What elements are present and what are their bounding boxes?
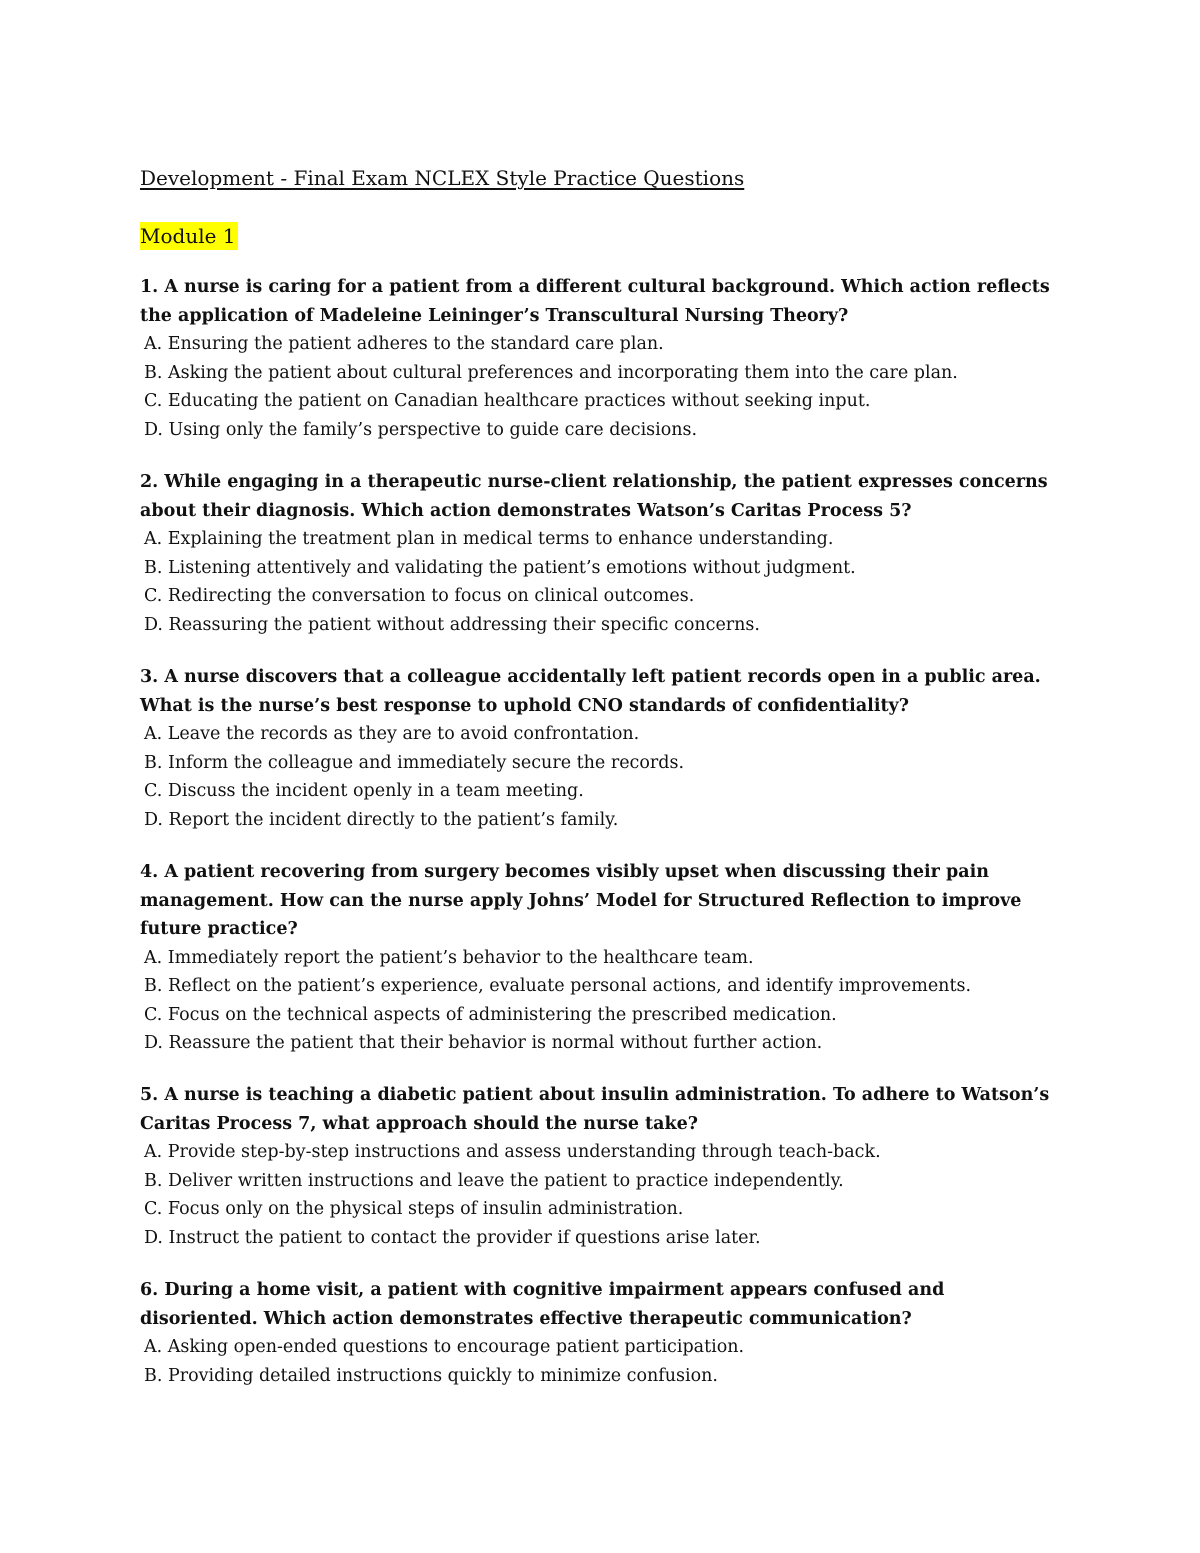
question-stem: 4. A patient recovering from surgery becomes visibly upset when discussing their pain management. How can the nurse apply Johns’ Model for Structured Reflection to improve future practice? [140,862,1022,939]
answer-option-c: C. Focus only on the physical steps of insulin administration. [144,1199,684,1219]
answer-option-a: A. Leave the records as they are to avoid confrontation. [144,724,640,744]
answer-options [140,720,1060,834]
answer-option-c: C. Discuss the incident openly in a team meeting. [144,781,584,801]
question-stem: 6. During a home visit, a patient with cognitive impairment appears confused and disoriented. Which action demonstrates effective therapeutic communication? [140,1280,945,1329]
answer-option-b: B. Reflect on the patient’s experience, evaluate personal actions, and identify improvements. [144,976,972,996]
answer-option-a: A. Immediately report the patient’s behavior to the healthcare team. [144,947,754,968]
module-heading: Module 1 [140,224,236,248]
question-4 [140,858,1060,1058]
answer-option-d: D. Reassure the patient that their behavior is normal without further action. [144,1033,823,1053]
answer-options [140,525,1060,639]
answer-option-b: B. Listening attentively and validating the patient’s emotions without judgment. [144,557,856,578]
answer-option-a: A. Ensuring the patient adheres to the standard care plan. [144,334,664,354]
document-title: Development - Final Exam NCLEX Style Practice Questions [140,166,745,190]
answer-options [140,1138,1060,1252]
question-stem: 3. A nurse discovers that a colleague accidentally left patient records open in a public area. What is the nurse’s best response to uphold CNO standards of confidentiality? [140,667,1041,716]
answer-option-a: A. Provide step-by-step instructions and assess understanding through teach-back. [144,1142,881,1162]
answer-option-c: C. Redirecting the conversation to focus on clinical outcomes. [144,586,695,606]
question-5 [140,1081,1060,1252]
answer-option-b: B. Deliver written instructions and leave the patient to practice independently. [144,1170,844,1191]
question-stem: 5. A nurse is teaching a diabetic patient about insulin administration. To adhere to Watson’s Caritas Process 7, what approach should the nurse take? [140,1085,1050,1134]
question-6 [140,1276,1060,1390]
answer-option-d: D. Instruct the patient to contact the provider if questions arise later. [144,1227,761,1248]
question-2 [140,468,1060,639]
question-3 [140,663,1060,834]
answer-option-b: B. Providing detailed instructions quickly to minimize confusion. [144,1365,718,1386]
question-1 [140,273,1060,444]
answer-option-c: C. Educating the patient on Canadian healthcare practices without seeking input. [144,391,871,411]
answer-option-a: A. Explaining the treatment plan in medical terms to enhance understanding. [144,529,834,549]
answer-option-b: B. Asking the patient about cultural preferences and incorporating them into the care plan. [144,362,958,383]
answer-option-b: B. Inform the colleague and immediately secure the records. [144,752,685,773]
answer-option-d: D. Report the incident directly to the patient’s family. [144,809,619,830]
answer-option-d: D. Reassuring the patient without addressing their specific concerns. [144,614,760,635]
answer-option-d: D. Using only the family’s perspective to guide care decisions. [144,419,698,440]
answer-options [140,330,1060,444]
answer-option-c: C. Focus on the technical aspects of administering the prescribed medication. [144,1004,837,1025]
question-stem: 2. While engaging in a therapeutic nurse-client relationship, the patient expresses concerns about their diagnosis. Which action demonstrates Watson’s Caritas Process 5? [140,472,1048,521]
answer-options [140,944,1060,1058]
answer-options [140,1333,1060,1390]
answer-option-a: A. Asking open-ended questions to encourage patient participation. [144,1337,745,1357]
question-stem: 1. A nurse is caring for a patient from a different cultural background. Which action reflects the application of Madeleine Leininger’s Transcultural Nursing Theory? [140,277,1050,326]
